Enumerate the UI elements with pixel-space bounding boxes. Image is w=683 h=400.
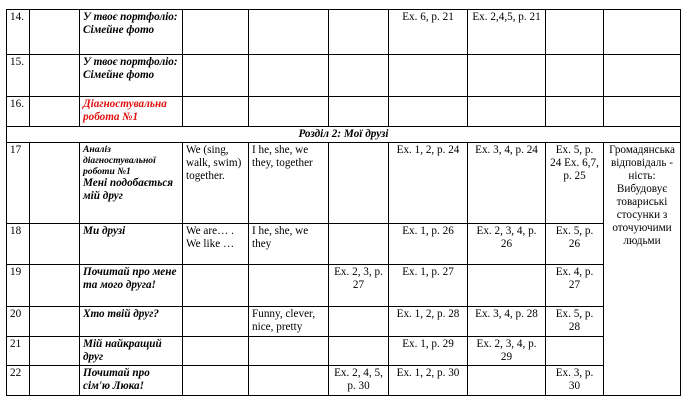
exercise-cell: Ex. 5, p. 24 Ex. 6,7, p. 25 xyxy=(546,143,604,224)
lesson-topic-note: Аналіз діагностувальної роботи №1 xyxy=(83,144,156,177)
empty-cell xyxy=(30,366,80,396)
exercise-cell: Ex. 5, p. 26 xyxy=(546,224,604,265)
lesson-topic: У твоє портфоліо: Сімейне фото xyxy=(80,10,183,55)
lesson-number: 21 xyxy=(7,337,30,366)
lesson-number: 18 xyxy=(7,224,30,265)
lesson-topic: Ми друзі xyxy=(80,224,183,265)
exercise-cell: Ex. 1, 2, p. 28 xyxy=(389,307,468,337)
table-row xyxy=(7,224,681,265)
exercise-cell xyxy=(468,265,546,307)
vocabulary-cell xyxy=(183,10,249,55)
empty-cell xyxy=(30,265,80,307)
vocabulary-cell xyxy=(183,265,249,307)
lesson-number: 16. xyxy=(7,97,30,127)
table-row xyxy=(7,307,681,337)
section-title: Розділ 2: Мої друзі xyxy=(7,127,681,143)
vocabulary-cell: We (sing, walk, swim) together. xyxy=(183,143,249,224)
lesson-number: 14. xyxy=(7,10,30,55)
grammar-cell xyxy=(249,366,329,396)
exercise-cell: Ex. 1, 2, p. 24 xyxy=(389,143,468,224)
exercise-cell: Ex. 2, 3, 4, p. 26 xyxy=(468,224,546,265)
exercise-cell: Ex. 3, 4, p. 28 xyxy=(468,307,546,337)
lesson-number: 20 xyxy=(7,307,30,337)
empty-cell xyxy=(329,55,389,97)
empty-cell xyxy=(30,307,80,337)
empty-cell xyxy=(30,55,80,97)
exercise-cell: Ex. 2, 3, 4, p. 29 xyxy=(468,337,546,366)
grammar-cell: I he, she, we they xyxy=(249,224,329,265)
empty-cell xyxy=(329,97,389,127)
vocabulary-cell xyxy=(183,97,249,127)
exercise-cell: Ex. 6, p. 21 xyxy=(389,10,468,55)
exercise-cell xyxy=(546,97,604,127)
exercise-cell: Ex. 4, p. 27 xyxy=(546,265,604,307)
empty-cell xyxy=(329,337,389,366)
exercise-cell: Ex. 2, 3, p. 27 xyxy=(329,265,389,307)
table-row xyxy=(7,366,681,396)
empty-cell xyxy=(30,337,80,366)
exercise-cell xyxy=(389,97,468,127)
grammar-cell xyxy=(249,265,329,307)
exercise-cell: Ex. 2,4,5, p. 21 xyxy=(468,10,546,55)
exercise-cell xyxy=(468,97,546,127)
empty-cell xyxy=(30,224,80,265)
grammar-cell xyxy=(249,337,329,366)
vocabulary-cell xyxy=(183,366,249,396)
values-cell xyxy=(604,10,681,55)
grammar-cell: I he, she, we they, together xyxy=(249,143,329,224)
values-cell xyxy=(604,55,681,97)
lesson-topic: У твоє портфоліо: Сімейне фото xyxy=(80,55,183,97)
exercise-cell xyxy=(389,55,468,97)
exercise-cell xyxy=(546,55,604,97)
table-row xyxy=(7,10,681,55)
lesson-topic-title: Мені подобається мій друг xyxy=(83,177,174,202)
exercise-cell: Ex. 3, 4, p. 24 xyxy=(468,143,546,224)
vocabulary-cell: We are… . We like … xyxy=(183,224,249,265)
exercise-cell xyxy=(546,337,604,366)
empty-cell xyxy=(30,143,80,224)
lesson-plan-table xyxy=(6,9,681,396)
exercise-cell xyxy=(468,55,546,97)
exercise-cell xyxy=(468,366,546,396)
lesson-topic: Почитай про сім'ю Люка! xyxy=(80,366,183,396)
empty-cell xyxy=(329,224,389,265)
values-cell xyxy=(604,97,681,127)
empty-cell xyxy=(30,10,80,55)
exercise-cell: Ex. 1, p. 27 xyxy=(389,265,468,307)
table-row xyxy=(7,265,681,307)
table-row xyxy=(7,97,681,127)
empty-cell xyxy=(329,143,389,224)
exercise-cell xyxy=(546,10,604,55)
empty-cell xyxy=(30,97,80,127)
grammar-cell xyxy=(249,10,329,55)
vocabulary-cell xyxy=(183,307,249,337)
lesson-topic: Почитай про мене та мого друга! xyxy=(80,265,183,307)
values-cell: Громадянська відповідаль - ність: Вибудовує товариські стосунки з оточуючими людьми xyxy=(604,143,681,396)
empty-cell xyxy=(329,10,389,55)
table-row xyxy=(7,337,681,366)
lesson-number: 15. xyxy=(7,55,30,97)
grammar-cell xyxy=(249,97,329,127)
vocabulary-cell xyxy=(183,55,249,97)
exercise-cell: Ex. 1, p. 29 xyxy=(389,337,468,366)
grammar-cell xyxy=(249,55,329,97)
lesson-number: 17 xyxy=(7,143,30,224)
lesson-topic xyxy=(80,143,183,224)
exercise-cell: Ex. 1, 2, p. 30 xyxy=(389,366,468,396)
section-row xyxy=(7,127,681,143)
exercise-cell: Ex. 5, p. 28 xyxy=(546,307,604,337)
table-row xyxy=(7,143,681,224)
lesson-number: 22 xyxy=(7,366,30,396)
exercise-cell: Ex. 1, p. 26 xyxy=(389,224,468,265)
lesson-topic: Хто твій друг? xyxy=(80,307,183,337)
empty-cell xyxy=(329,307,389,337)
grammar-cell: Funny, clever, nice, pretty xyxy=(249,307,329,337)
exercise-cell: Ex. 2, 4, 5, p. 30 xyxy=(329,366,389,396)
lesson-topic-diagnostic: Діагностувальна робота №1 xyxy=(80,97,183,127)
table-row xyxy=(7,55,681,97)
exercise-cell: Ex. 3, p. 30 xyxy=(546,366,604,396)
vocabulary-cell xyxy=(183,337,249,366)
lesson-topic: Мій найкращий друг xyxy=(80,337,183,366)
lesson-number: 19 xyxy=(7,265,30,307)
